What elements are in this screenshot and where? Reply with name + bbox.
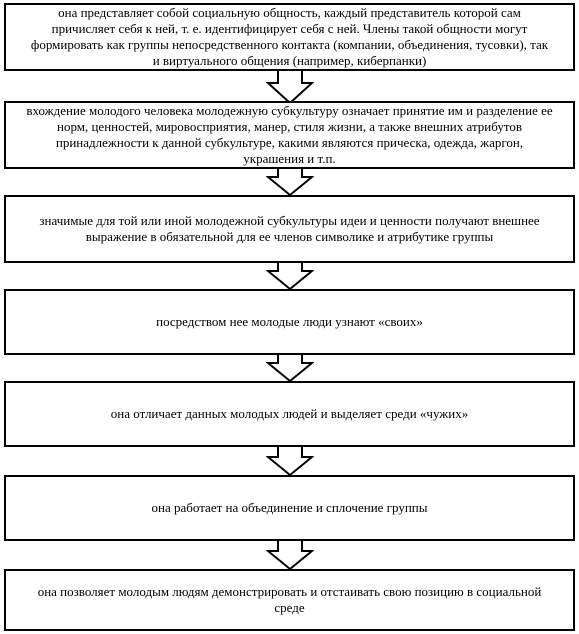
step-box-2 — [4, 101, 575, 169]
step-box-3 — [4, 195, 575, 263]
step-box-5 — [4, 381, 575, 447]
step-text-5: она отличает данных молодых людей и выделяет среди «чужих» — [110, 406, 469, 421]
step-box-4 — [4, 289, 575, 355]
step-text-2: вхождение молодого человека молодежную субкультуру означает принятие им и разделение ее норм, ценностей, мировосприятия, манер, стиля жизни, а также внешних атрибутов принадлежности к данной субкультуре, какими являются прическа, одежда, жаргон, украшения и т.п. — [26, 103, 553, 166]
arrow-down-icon — [266, 69, 314, 105]
arrow-down-icon — [266, 261, 314, 291]
step-text-1: она представляет собой социальную общность, каждый представитель которой сам причисляет себя к ней, т. е. идентифицирует себя с ней. Члены такой общности могут формировать как группы непосредственного контакта (компании, объединения, тусовки), так и виртуального общения (например, киберпанки) — [30, 5, 549, 68]
step-box-6 — [4, 475, 575, 541]
step-box-7 — [4, 569, 575, 631]
step-text-4: посредством нее молодые люди узнают «своих» — [156, 314, 423, 329]
arrow-down-icon — [266, 167, 314, 197]
arrow-down-icon — [266, 445, 314, 477]
step-text-3: значимые для той или иной молодежной субкультуры идеи и ценности получают внешнее выражение в обязательной для ее членов символике и атрибутике группы — [39, 213, 540, 244]
arrow-down-icon — [266, 353, 314, 383]
step-box-1 — [4, 3, 575, 71]
arrow-down-icon — [266, 539, 314, 571]
step-text-6: она работает на объединение и сплочение группы — [151, 500, 428, 515]
step-text-7: она позволяет молодым людям демонстрировать и отстаивать свою позицию в социальной среде — [37, 584, 542, 615]
